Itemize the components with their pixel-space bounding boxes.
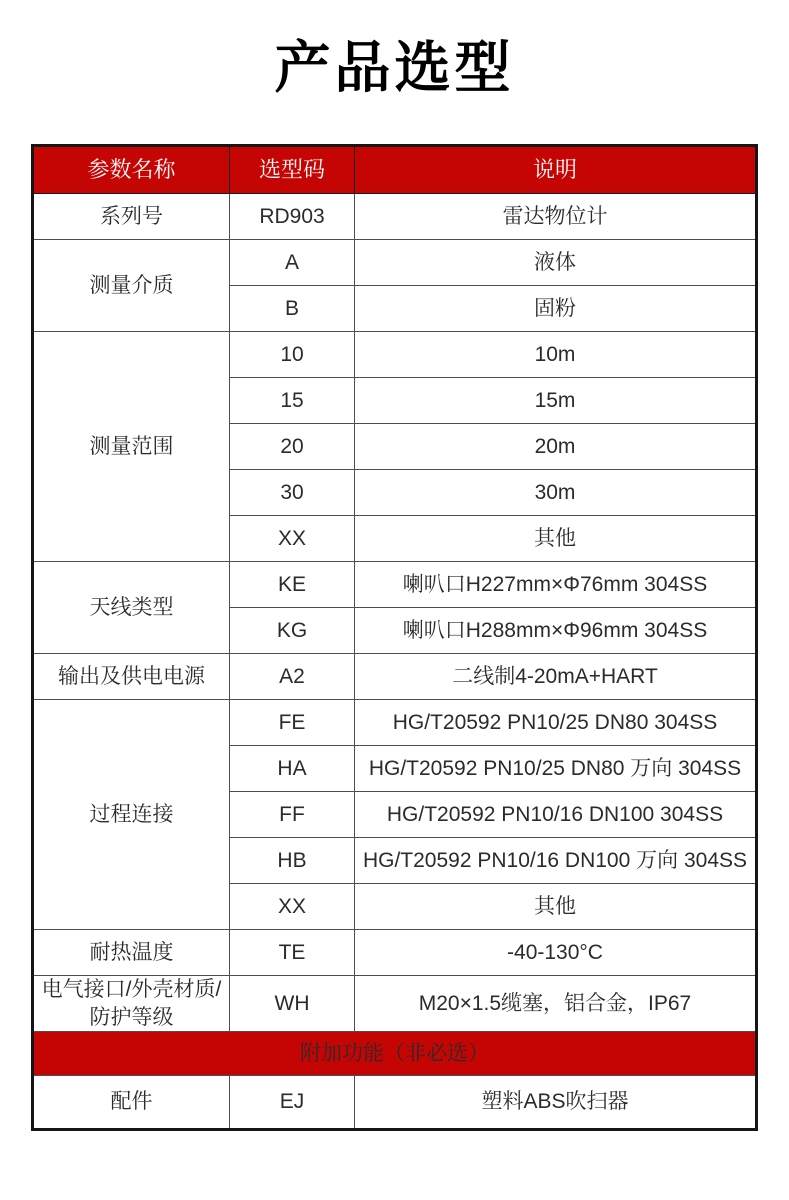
param-accessories: 配件 xyxy=(33,1075,230,1129)
code-cell: KE xyxy=(230,562,355,608)
code-cell: FE xyxy=(230,700,355,746)
additional-functions-banner: 附加功能（非必选） xyxy=(33,1031,757,1075)
code-cell: WH xyxy=(230,976,355,1032)
header-param: 参数名称 xyxy=(33,146,230,194)
banner-row xyxy=(33,1031,757,1075)
param-series: 系列号 xyxy=(33,194,230,240)
table-row xyxy=(33,700,757,746)
desc-cell: 固粉 xyxy=(355,286,757,332)
param-output-power: 输出及供电电源 xyxy=(33,654,230,700)
table-row xyxy=(33,240,757,286)
header-desc: 说明 xyxy=(355,146,757,194)
desc-cell: 二线制4-20mA+HART xyxy=(355,654,757,700)
code-cell: XX xyxy=(230,884,355,930)
desc-cell: -40-130°C xyxy=(355,930,757,976)
desc-cell: 塑料ABS吹扫器 xyxy=(355,1075,757,1129)
desc-cell: 20m xyxy=(355,424,757,470)
code-cell: B xyxy=(230,286,355,332)
param-medium: 测量介质 xyxy=(33,240,230,332)
code-cell: TE xyxy=(230,930,355,976)
desc-cell: 其他 xyxy=(355,884,757,930)
desc-cell: 30m xyxy=(355,470,757,516)
table-row xyxy=(33,1075,757,1129)
desc-cell: 喇叭口H227mm×Φ76mm 304SS xyxy=(355,562,757,608)
code-cell: HA xyxy=(230,746,355,792)
param-temperature: 耐热温度 xyxy=(33,930,230,976)
table-row xyxy=(33,976,757,1032)
header-code: 选型码 xyxy=(230,146,355,194)
desc-cell: HG/T20592 PN10/16 DN100 304SS xyxy=(355,792,757,838)
code-cell: A2 xyxy=(230,654,355,700)
desc-cell: HG/T20592 PN10/25 DN80 万向 304SS xyxy=(355,746,757,792)
param-range: 测量范围 xyxy=(33,332,230,562)
desc-cell: 15m xyxy=(355,378,757,424)
table-row xyxy=(33,194,757,240)
desc-cell: 10m xyxy=(355,332,757,378)
code-cell: 10 xyxy=(230,332,355,378)
table-row xyxy=(33,930,757,976)
desc-cell: HG/T20592 PN10/25 DN80 304SS xyxy=(355,700,757,746)
code-cell: XX xyxy=(230,516,355,562)
code-cell: 15 xyxy=(230,378,355,424)
product-selection-table xyxy=(31,144,758,1131)
desc-cell: 雷达物位计 xyxy=(355,194,757,240)
desc-cell: 液体 xyxy=(355,240,757,286)
code-cell: EJ xyxy=(230,1075,355,1129)
code-cell: 30 xyxy=(230,470,355,516)
table-header-row xyxy=(33,146,757,194)
code-cell: FF xyxy=(230,792,355,838)
desc-cell: 其他 xyxy=(355,516,757,562)
table-row xyxy=(33,332,757,378)
table-row xyxy=(33,654,757,700)
code-cell: HB xyxy=(230,838,355,884)
code-cell: 20 xyxy=(230,424,355,470)
desc-cell: HG/T20592 PN10/16 DN100 万向 304SS xyxy=(355,838,757,884)
page-title: 产品选型 xyxy=(274,36,515,99)
code-cell: RD903 xyxy=(230,194,355,240)
param-electrical-interface: 电气接口/外壳材质/防护等级 xyxy=(33,976,230,1032)
param-process-connection: 过程连接 xyxy=(33,700,230,930)
code-cell: KG xyxy=(230,608,355,654)
desc-cell: 喇叭口H288mm×Φ96mm 304SS xyxy=(355,608,757,654)
table-row xyxy=(33,562,757,608)
desc-cell: M20×1.5缆塞，铝合金，IP67 xyxy=(355,976,757,1032)
param-antenna: 天线类型 xyxy=(33,562,230,654)
code-cell: A xyxy=(230,240,355,286)
